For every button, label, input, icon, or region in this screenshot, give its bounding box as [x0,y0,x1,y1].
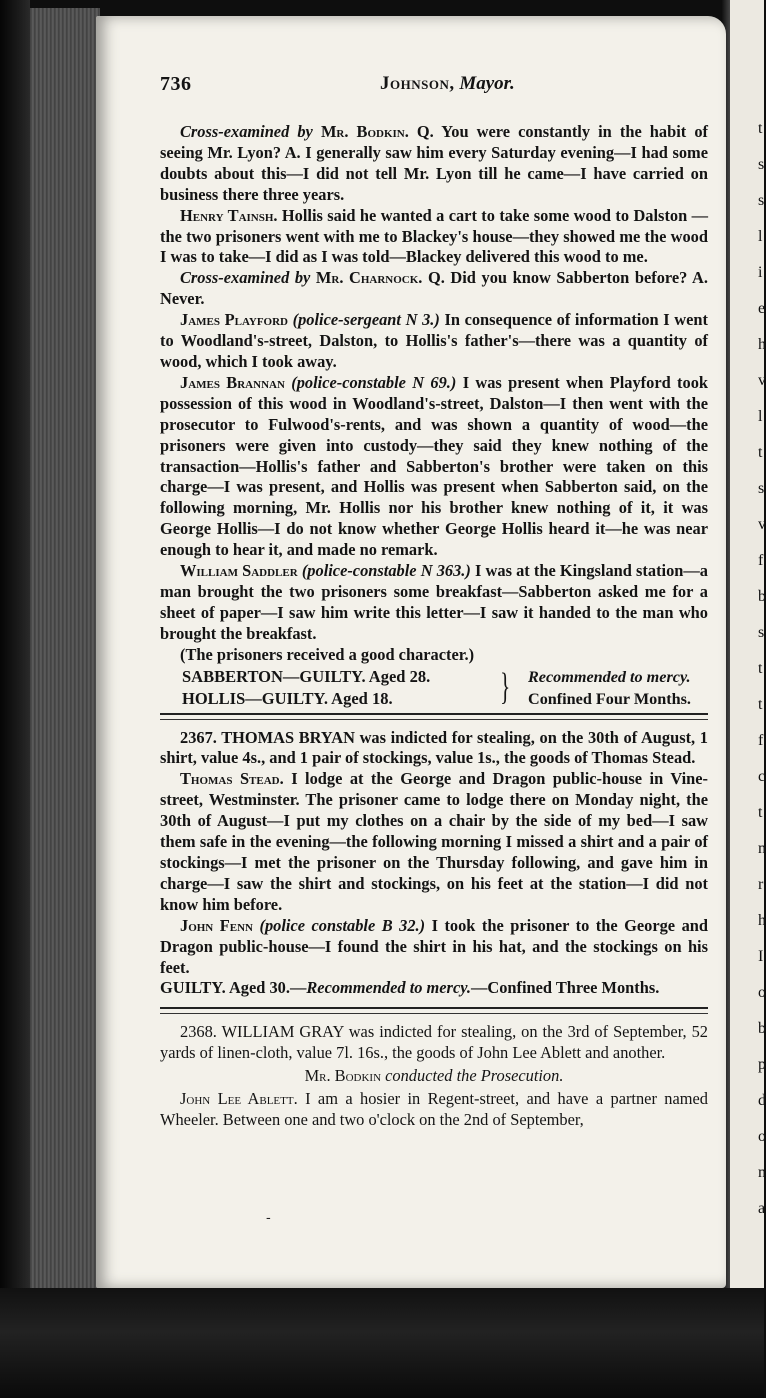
section-rule-thin [160,1013,708,1014]
speaker-name: William Saddler [180,561,298,581]
verdict-guilty: GUILTY. Aged 30.— [160,978,307,998]
margin-letter: n [758,840,766,857]
testimony-text: In consequence of information I went to Woodland's-street, Dalston, to Hollis's father's—there was a quantity of wood, which I took away. [160,310,708,371]
speaker-name: James Playford [180,310,288,330]
margin-letter: b [758,1020,766,1037]
margin-letter: t [758,120,763,137]
verdict-hollis: HOLLIS—GUILTY. Aged 18. [182,688,393,708]
margin-letter: v [758,372,766,389]
testimony-paragraph [160,1089,708,1131]
page-content [160,74,708,1131]
speaker-role: (police-constable N 363.) [301,561,471,581]
testimony-paragraph [160,373,708,561]
margin-letter: o [758,1128,766,1145]
testimony-paragraph [160,122,708,206]
margin-letter: v [758,516,766,533]
margin-letter: I [758,948,764,965]
margin-letter: e [758,300,766,317]
character-note-text: (The prisoners received a good character.) [180,644,475,664]
margin-letter: c [758,768,766,785]
section-rule [160,713,708,715]
testimony-paragraph [160,268,708,310]
cross-examined-label: Cross-examined by [180,122,313,141]
testimony-text: I took the prisoner to the George and Dragon public-house—I found the shirt in his hat, and the stockings on his feet. [160,915,708,977]
page-bottom-mark: - [266,1210,271,1226]
testimony-text: I was present when Playford took possession of this wood in Woodland's-street, Dalston—I then went with the prosecutor to Fulwood's-rents, and was shown a quantity of wood—the prisoners were given into custody—they said they knew nothing of the transaction—Hollis's father and Sabberton's brother were taken on this charge—I was present, and Hollis was present when Sabberton said, on the following morning, Mr. Hollis nor his brother knew nothing of it, it was George Hollis—I do not know whether George Hollis heard it—he was near enough to hear it, and made no remark. [160,372,709,560]
testimony-text: I lodge at the George and Dragon public-house in Vine-street, Westminster. The prisoner came to lodge there on Monday night, the 30th of August—I put my clothes on a chair by the side of my bed—I saw them safe in the evening—the following morning I missed a shirt and a pair of stockings—I met the prisoner on the Thursday following, and gave him in charge—I saw the shirt and stockings, on his feet at the station—I did not know him before. [160,769,708,914]
speaker-name: Thomas Stead. [180,769,284,789]
margin-letter: d [758,1092,766,1109]
testimony-text: I am a hosier in Regent-street, and have a partner named Wheeler. Between one and two o'clock on the 2nd of September, [160,1089,708,1129]
speaker-name: Henry Tainsh. [180,205,278,225]
running-head [380,74,515,95]
section-rule [160,1007,708,1009]
speaker-name: Mr. Bodkin. [320,122,409,141]
speaker-role: (police constable B 32.) [259,915,426,935]
conducted-text: conducted the Prosecution. [381,1066,564,1086]
testimony-paragraph [160,561,708,645]
case-intro: 2367. THOMAS BRYAN was indicted for stealing, on the 30th of August, 1 shirt, value 4s., and 1 pair of stockings, value 1s., the goods of Thomas Stead. [160,727,708,768]
margin-letter: a [758,1200,766,1217]
speaker-role: (police-constable N 69.) [291,372,457,392]
speaker-name: Mr. Charnock. [315,268,423,288]
margin-letter: t [758,444,763,461]
margin-letter: h [758,912,766,929]
testimony-paragraph [160,206,708,269]
margin-letter: l [758,408,763,425]
margin-letter: s [758,480,765,497]
margin-letter: s [758,156,765,173]
cross-examined-label: Cross-examined by [180,268,311,288]
testimony-text: Q. You were constantly in the habit of seeing Mr. Lyon? A. I generally saw him every Saturday evening—I had some doubts about this—I did not tell Mr. Lyon till he came—I have carried on business there three years. [160,122,708,204]
margin-letter: r [758,876,764,893]
margin-letter: o [758,984,766,1001]
testimony-text: Hollis said he wanted a cart to take some wood to Dalston — the two prisoners went with me to Blackey's house—they showed me the wood I was to take—I did as I was told—Blackey delivered this wood to me. [160,205,708,267]
margin-letter: t [758,660,763,677]
verdict-recommendation: Recommended to mercy. [306,978,471,998]
testimony-text: I was at the Kingsland station—a man brought the two prisoners some breakfast—Sabberton asked me for a sheet of paper—I saw him write this letter—I saw it handed to the man who brought the breakfast. [160,561,708,643]
testimony-paragraph [160,310,708,373]
margin-letter: b [758,588,766,605]
verdict-recommendation: Recommended to mercy. [528,667,691,686]
conducted-line [160,1066,708,1087]
page-header [160,74,708,104]
margin-letter: i [758,264,763,281]
verdict-block [160,667,708,711]
speaker-name: John Fenn [180,915,253,935]
margin-letter: s [758,192,765,209]
book-spine-shadow [0,0,30,1398]
testimony-paragraph [160,916,708,979]
counsel-name: Mr. Bodkin [304,1066,382,1086]
verdict-brace: } [500,665,511,708]
margin-letter: p [758,1056,766,1073]
margin-letter: n [758,1164,766,1181]
page-edges [30,8,100,1298]
running-head-name: Johnson, [380,73,455,94]
testimony-paragraph [160,769,708,915]
section-rule-thin [160,719,708,720]
page-number: 736 [160,73,192,95]
verdict-sentence: Confined Four Months. [528,689,691,708]
speaker-role: (police-sergeant N 3.) [292,310,440,330]
speaker-name: James Brannan [180,372,285,392]
speaker-name: John Lee Ablett. [180,1089,298,1109]
margin-letter: f [758,732,764,749]
margin-letter: f [758,552,764,569]
margin-letter: h [758,336,766,353]
verdict-sabberton: SABBERTON—GUILTY. Aged 28. [182,666,431,686]
testimony-text: Q. Did you know Sabberton before? A. Never. [160,268,708,309]
case-intro: 2368. WILLIAM GRAY was indicted for stealing, on the 3rd of September, 52 yards of linen-cloth, value 7l. 16s., the goods of John Lee Ablett and another. [160,1022,708,1063]
verdict-sentence: —Confined Three Months. [470,978,660,998]
margin-letter: s [758,624,765,641]
margin-letter: l [758,228,763,245]
margin-letter: t [758,696,763,713]
spacer [160,999,708,1005]
running-head-role: Mayor. [459,73,515,94]
margin-letter: t [758,804,763,821]
verdict-line [160,978,708,999]
character-note [160,645,708,666]
scanner-bed [0,1288,764,1398]
